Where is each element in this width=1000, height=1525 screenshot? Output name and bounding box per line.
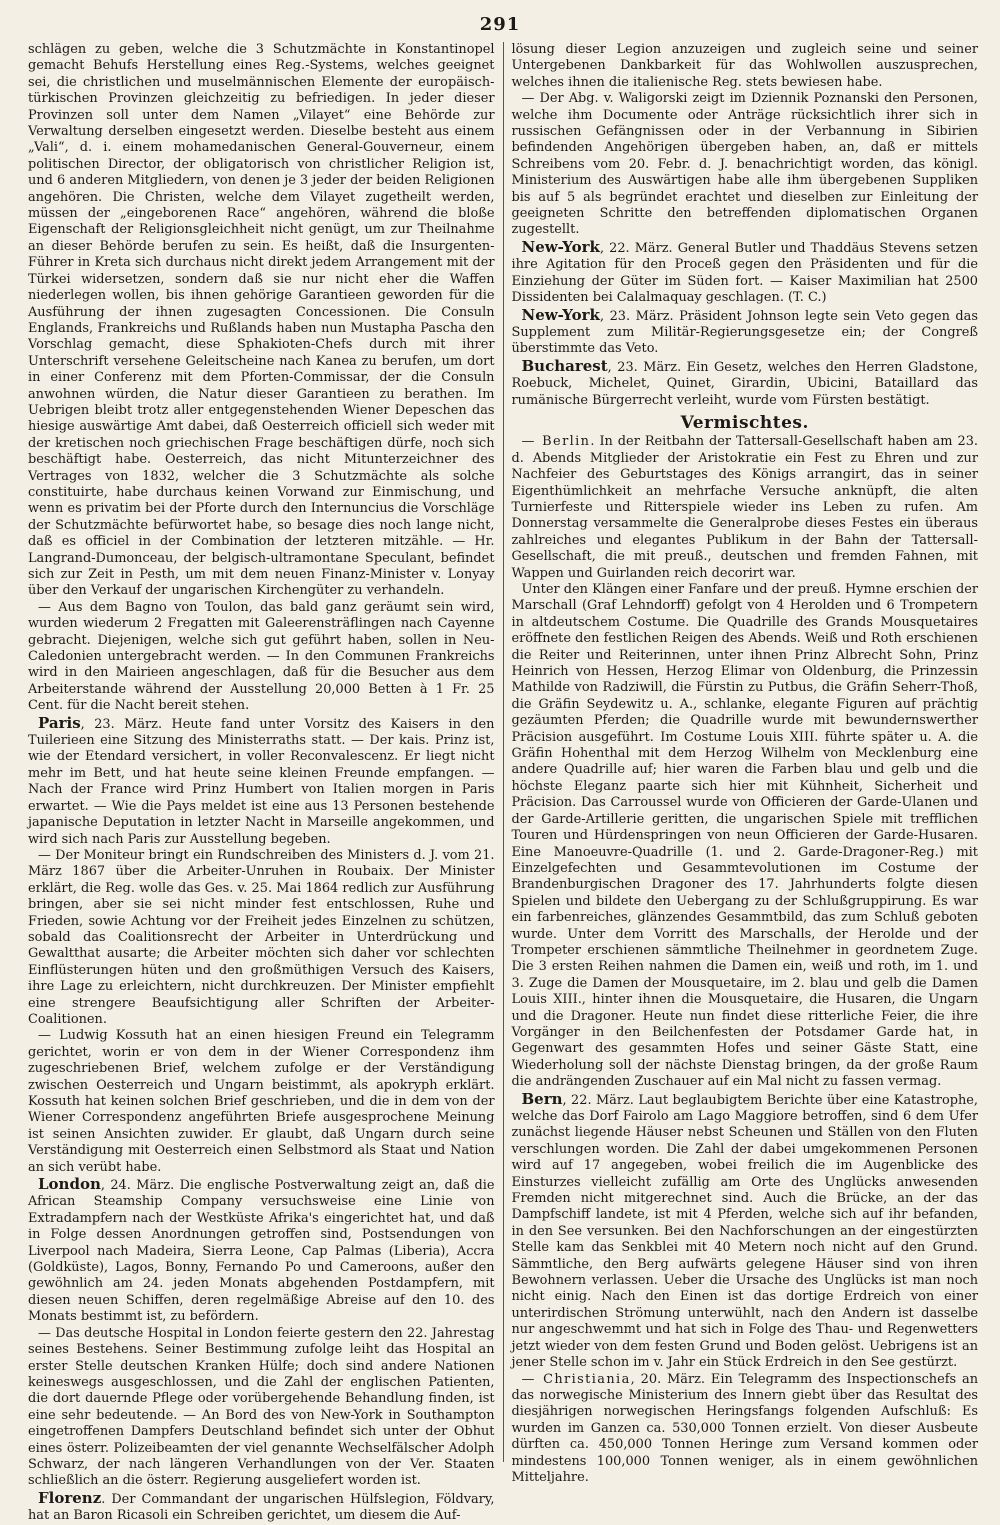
article-text: — Ludwig Kossuth hat an einen hiesigen Freund ein Telegramm gerichtet, worin er von dem in der Wiener Correspondenz ihm zugeschriebenen Brief, welchem zufolge er der Verständigung zwischen Oesterreich und Ungarn beistimmt, als apokryph erklärt. Kossuth hat keinen solchen Brief geschrieben, und die in dem von der Wiener Correspondenz angeführten Briefe ausgesprochene Meinung ist seinen Ansichten zuwider. Er glaubt, daß Ungarn durch seine Verständigung mit Oesterreich einen Selbstmord als Staat und Nation an sich verübt habe. <box>28 1028 495 1175</box>
article-text: . Der Commandant der ungarischen Hülfslegion, Földvary, hat an Baron Ricasoli ein Schreiben gerichtet, um diesem die Auf- <box>28 1491 495 1524</box>
dateline: Bucharest <box>521 356 608 375</box>
article-paragraph <box>28 1490 495 1525</box>
columns <box>28 42 979 1524</box>
article-text: , 22. März. General Butler und Thaddäus Stevens setzen ihre Agitation für den Proceß gegen den Präsidenten und für die Einziehung der Güter im Süden fort. — Kaiser Maximilian hat 2500 Dissidenten bei Calalmaquay geschlagen. (T. C.) <box>511 240 978 306</box>
article-text: , 23. März. Ein Gesetz, welches den Herren Gladstone, Roebuck, Michelet, Quinet, Girardin, Ubicini, Bataillard das rumänische Bürgerrecht verleiht, wurde vom Fürsten bestätigt. <box>511 359 978 408</box>
article-paragraph <box>512 1372 979 1487</box>
article-paragraph <box>28 848 495 1028</box>
article-text: , 22. März. Laut beglaubigtem Berichte über eine Katastrophe, welche das Dorf Fairolo am Lago Maggiore betroffen, sind 6 dem Ufer zunächst liegende Häuser nebst Scheunen und Ställen von den Fluten verschlungen worden. Die Zahl der dabei umgekommenen Personen wird auf 17 angegeben, wobei freilich die im Augenblicke des Einsturzes vielleicht zufällig am Orte des Unglücks anwesenden Fremden nicht mitgerechnet sind. Auch die Brücke, an der das Dampfschiff landete, ist mit 4 Pferden, welche sich auf ihr befanden, in den See versunken. Bei den Nachforschungen an der eingestürzten Stelle kam das Senkblei mit 40 Metern noch nicht auf den Grund. Sämmtliche, den Berg aufwärts gelegene Häuser sind von ihren Bewohnern verlassen. Ueber die Ursache des Unglücks ist man noch nicht einig. Nach den Einen ist das dortige Erdreich von einer unterirdischen Strömung unterwühlt, nach den Andern ist dasselbe nur angeschwemmt und hat sich in Folge des Thau- und Regenwetters jetzt wieder von dem festen Grund und Boden gelöst. Uebrigens ist an jener Stelle schon im v. Jahr ein Stück Erdreich in den See gestürzt. <box>511 1092 978 1371</box>
dateline: — Berlin <box>521 434 591 450</box>
article-text: . In der Reitbahn der Tattersall-Gesellschaft haben am 23. d. Abends Mitglieder der Aristokratie ein Fest zu Ehren und zur Nachfeier des Geburtstages des Königs arrangirt, das in seiner Eigenthümlichkeit an mehrfache Versuche anknüpft, die alten Turnierfeste und Ritterspiele wieder ins Leben zu rufen. Am Donnerstag versammelte die Generalprobe dieses Festes ein überaus zahlreiches und elegantes Publikum in der Bahn der Tattersall-Gesellschaft, die mit preuß., deutschen und fremden Fahnen, mit Wappen und Guirlanden reich decorirt war. <box>511 434 978 581</box>
article-text: lösung dieser Legion anzuzeigen und zugleich seine und seiner Untergebenen Dankbarkeit für das Wohlwollen auszusprechen, welches ihnen die italienische Reg. stets bewiesen habe. <box>511 42 978 90</box>
section-heading: Vermischtes. <box>680 412 809 433</box>
page-number: 291 <box>479 14 521 35</box>
dateline: New-York <box>521 237 600 256</box>
article-text: schlägen zu geben, welche die 3 Schutzmächte in Konstantinopel gemacht Behufs Herstellung eines Reg.-Systems, welches geeignet sei, die christlichen und muselmännischen Elemente der europäisch-türkischen Provinzen gleichzeitig zu befriedigen. In jeder dieser Provinzen soll unter dem Namen „Vilayet“ eine Behörde zur Verwaltung derselben eingesetzt werden. Dieselbe besteht aus einem „Vali“, d. i. einem mohamedanischen General-Gouverneur, einem politischen Director, der obligatorisch von christlicher Religion ist, und 6 anderen Mitgliedern, von denen je 3 jeder der beiden Religionen angehören. Die Christen, welche dem Vilayet zugetheilt werden, müssen der „eingeborenen Race“ angehören, während die bloße Eigenschaft der Religionsgleichheit nicht genügt, um zur Theilnahme an dieser Behörde berufen zu sein. Es heißt, daß die Insurgenten-Führer in Kreta sich durchaus nicht direkt jedem Arrangement mit der Türkei widersetzen, sondern daß sie nur nicht eher die Waffen niederlegen wollen, bis ihnen gehörige Garantieen geworden für die Ausführung der ihnen zugesagten Concessionen. Die Consuln Englands, Frankreichs und Rußlands haben nun Mustapha Pascha den Vorschlag gemacht, diese Sphakioten-Chefs durch mit ihrer Unterschrift versehene Geleitscheine nach Kanea zu berufen, um dort in einer Conferenz mit dem Pforten-Commissar, der die Consuln anwohnen würden, die Natur dieser Garantieen zu berathen. Im Uebrigen bleibt trotz aller entgegenstehenden Wiener Depeschen das hiesige auswärtige Amt dabei, daß Oesterreich officiell sich weder mit der kretischen noch griechischen Frage beschäftigen dürfe, noch sich beschäftigt habe. Oesterreich, das nicht Mitunterzeichner des Vertrages von 1832, welcher die 3 Schutzmächte als solche constituirte, habe durchaus keinen Vorwand zur Einmischung, und wenn es privatim bei der Pforte durch den Internuncius die Vorschläge der Schutzmächte befürwortet habe, so besage dies noch lange nicht, daß es officiel in der Combination der letzteren mitzähle. — Hr. Langrand-Dumonceau, der belgisch-ultramontane Speculant, befindet sich zur Zeit in Pesth, um mit dem neuen Finanz-Minister v. Lonyay über den Verkauf der ungarischen Kirchengüter zu verhandeln. <box>28 42 495 599</box>
article-text: — Der Moniteur bringt ein Rundschreiben des Ministers d. J. vom 21. März 1867 über die Arbeiter-Unruhen in Roubaix. Der Minister erklärt, die Reg. wolle das Ges. v. 25. Mai 1864 redlich zur Ausführung bringen, aber sie sei nicht minder fest entschlossen, Ruhe und Frieden, sowie Achtung vor der Freiheit jedes Einzelnen zu schützen, sobald das Coalitionsrecht der Arbeiter in Unterdrückung und Gewaltthat ausarte; die Arbeiter möchten sich daher vor schlechten Einflüsterungen hüten und den großmüthigen Versuch des Kaisers, ihre Lage zu erleichtern, nicht durchkreuzen. Der Minister empfiehlt eine strengere Beaufsichtigung aller Schriften der Arbeiter-Coalitionen. <box>28 847 495 1027</box>
article-paragraph <box>512 582 979 1091</box>
article-text: — Das deutsche Hospital in London feierte gestern den 22. Jahrestag seines Bestehens. Seiner Bestimmung zufolge leiht das Hospital an erster Stelle deutschen Kranken Hülfe; doch sind andere Nationen keineswegs ausgeschlossen, und die Zahl der englischen Patienten, die dort dauernde Pflege oder vorübergehende Behandlung finden, ist eine sehr bedeutende. — An Bord des von New-York in Southampton eingetroffenen Dampfers Deutschland befindet sich unter der Obhut eines österr. Polizeibeamten der viel genannte Wechselfälscher Adolph Schwarz, der nach längeren Verhandlungen von der Ver. Staaten schließlich an die österr. Regierung ausgeliefert worden ist. <box>28 1325 495 1489</box>
dateline: London <box>38 1175 101 1194</box>
article-paragraph <box>28 600 495 715</box>
left-column <box>28 42 495 1524</box>
article-text: — Der Abg. v. Waligorski zeigt im Dziennik Poznanski den Personen, welche ihm Documente oder Anträge rücksichtlich ihrer sich in russischen Gefängnissen oder in der Verbannung in Sibirien befindenden Angehörigen übergeben haben, an, daß er mittels Schreibens vom 20. Febr. d. J. benachrichtigt worden, das königl. Ministerium des Auswärtigen habe alle ihm übergebenen Suppliken bis auf 5 als begründet erachtet und dieselben zur Einleitung der geeigneten Schritte den betreffenden diplomatischen Organen zugestellt. <box>511 91 978 238</box>
article-text: Unter den Klängen einer Fanfare und der preuß. Hymne erschien der Marschall (Graf Lehndorff) gefolgt von 4 Herolden und 6 Trompetern in altdeutschem Costume. Die Quadrille des Grands Mousquetaires eröffnete den festlichen Reigen des Abends. Weiß und Roth erschienen die Reiter und Reiterinnen, unter ihnen Prinz Albrecht Sohn, Prinz Heinrich von Hessen, Herzog Elimar von Oldenburg, die Prinzessin Mathilde von Radziwill, die Fürstin zu Putbus, die Gräfin Seherr-Thoß, die Gräfin Seydewitz u. A., schlanke, elegante Figuren auf prächtig gezäumten Pferden; die Quadrille wurde mit bewundernswerther Präcision ausgeführt. Im Costume Louis XIII. führte später u. A. die Gräfin Hohenthal mit dem Herzog Wilhelm von Mecklenburg eine andere Quadrille auf; hier waren die Farben blau und gelb und die höchste Eleganz paarte sich hier mit Kühnheit, Sicherheit und Präcision. Das Carroussel wurde von Officieren der Garde-Ulanen und der Garde-Artillerie geritten, die ungarischen Spiele mit trefflichen Touren und Hürdenspringen von neun Officieren der Garde-Husaren. Eine Manoeuvre-Quadrille (1. und 2. Garde-Dragoner-Reg.) mit Einzelgefechten und Gesammtevolutionen im Costume der Brandenburgischen Dragoner des 17. Jahrhunderts folgte diesen Spielen und bildete den Uebergang zu der Schlußgruppirung. Es war ein farbenreiches, glänzendes Gesammtbild, das zum Schluß geboten wurde. Unter dem Vorritt des Marschalls, der Herolde und der Trompeter erschienen sämmtliche Theilnehmer in geordnetem Zuge. Die 3 ersten Reihen nahmen die Damen ein, weiß und roth, im 1. und 3. Zuge die Damen der Mousquetaire, im 2. blau und gelb die Damen Louis XIII., hinter ihnen die Mousquetaire, die Husaren, die Ungarn und die Dragoner. Heute nun findet diese ritterliche Feier, die ihre Vorgänger in den Beilchenfesten der Potsdamer Garde hat, in Gegenwart des gesammten Hofes und seiner Gäste Statt, eine Wiederholung soll der nächste Dienstag bringen, da der große Raum die andrängenden Zuschauer auf ein Mal nicht zu fassen vermag. <box>511 582 978 1090</box>
article-paragraph <box>28 1326 495 1490</box>
dateline: Bern <box>521 1089 563 1108</box>
dateline: Paris <box>38 713 81 732</box>
article-paragraph <box>512 239 979 307</box>
article-paragraph <box>512 358 979 409</box>
article-paragraph <box>28 1028 495 1176</box>
article-paragraph <box>512 434 979 582</box>
article-paragraph <box>512 1091 979 1372</box>
column-divider <box>503 42 504 1462</box>
right-column <box>511 42 979 1485</box>
dateline: New-York <box>521 305 600 324</box>
article-text: — Aus dem Bagno von Toulon, das bald ganz geräumt sein wird, wurden wiederum 2 Fregatten mit Galeerensträflingen nach Cayenne gebracht. Diejenigen, welche sich gut geführt haben, sollen in Neu-Caledonien untergebracht werden. — In den Communen Frankreichs wird in den Mairieen angeschlagen, daß für die Besucher aus dem Arbeiterstande während der Ausstellung 20,000 Betten à 1 Fr. 25 Cent. für die Nacht bereit stehen. <box>28 599 495 714</box>
dateline: Florenz <box>38 1488 102 1507</box>
article-paragraph <box>512 307 979 358</box>
dateline: — Christiania <box>521 1371 631 1387</box>
article-paragraph <box>512 91 979 239</box>
article-text: , 23. März. Heute fand unter Vorsitz des Kaisers in den Tuilerieen eine Sitzung des Ministerraths statt. — Der kais. Prinz ist, wie der Etendard versichert, in voller Reconvalescenz. Er liegt nicht mehr im Bett, und hat heute seine kleinen Freunde empfangen. — Nach der France wird Prinz Humbert von Italien morgen in Paris erwartet. — Wie die Pays meldet ist eine aus 13 Personen bestehende japanische Deputation in letzter Nacht in Marseille angekommen, und wird sich nach Paris zur Ausstellung begeben. <box>28 716 495 847</box>
article-paragraph <box>28 715 495 848</box>
article-paragraph <box>28 42 495 600</box>
article-text: , 24. März. Die englische Postverwaltung zeigt an, daß die African Steamship Company versuchsweise eine Linie von Extradampfern nach der Westküste Afrika's eingerichtet hat, und daß in Folge dessen Anordnungen getroffen sind, Postsendungen von Liverpool nach Madeira, Sierra Leone, Cap Palmas (Liberia), Accra (Goldküste), Lagos, Bonny, Fernando Po und Cameroons, außer den gewöhnlich am 24. jeden Monats abgehenden Postdampfern, mit diesen neuen Schiffen, deren regelmäßige Abreise auf den 10. des Monats bestimmt ist, zu befördern. <box>28 1178 495 1325</box>
article-text: , 20. März. Ein Telegramm des Inspectionschefs an das norwegische Ministerium des Innern giebt über das Resultat des diesjährigen norwegischen Heringsfangs folgenden Aufschluß: Es wurden im Ganzen ca. 530,000 Tonnen erzielt. Von dieser Ausbeute dürften ca. 450,000 Tonnen Heringe zum Versand kommen oder mindestens 100,000 Tonnen weniger, als in einem gewöhnlichen Mitteljahre. <box>511 1371 979 1485</box>
article-paragraph <box>28 1176 495 1326</box>
article-paragraph <box>512 42 979 91</box>
article-text: , 23. März. Präsident Johnson legte sein Veto gegen das Supplement zum Militär-Regierungsgesetze ein; der Congreß überstimmte das Veto. <box>511 308 978 357</box>
